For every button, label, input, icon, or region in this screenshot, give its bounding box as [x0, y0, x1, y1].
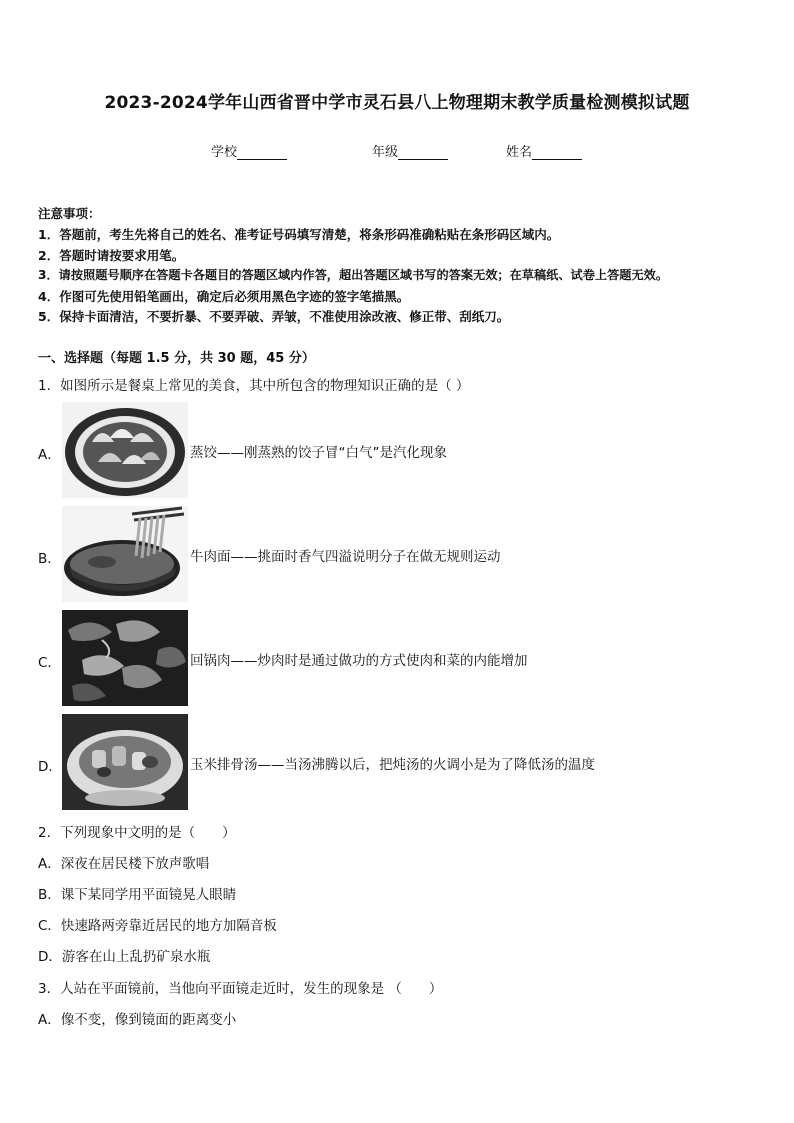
q1-option-d-label: D．	[38, 759, 62, 775]
school-field	[211, 141, 287, 160]
q1-option-c-label: C．	[38, 655, 61, 671]
name-label: 姓名	[506, 145, 533, 160]
note-item: 5．保持卡面清洁，不要折暴、不要弄破、弄皱，不准使用涂改液、修正带、刮纸刀。	[38, 309, 510, 324]
q1-option-c-text: 回锅肉——炒肉时是通过做功的方式使肉和菜的内能增加	[190, 653, 528, 669]
school-blank	[237, 146, 287, 160]
q1-option-a-text: 蒸饺——刚蒸熟的饺子冒“白气”是汽化现象	[190, 445, 447, 461]
name-blank	[532, 146, 582, 160]
q1-option-d-text: 玉米排骨汤——当汤沸腾以后，把炖汤的火调小是为了降低汤的温度	[190, 757, 595, 773]
note-item: 2．答题时请按要求用笔。	[38, 248, 185, 263]
q2-option-b: B．课下某同学用平面镜晃人眼睛	[38, 887, 237, 903]
note-item: 3．请按照题号顺序在答题卡各题目的答题区域内作答，超出答题区域书写的答案无效；在草稿纸、试卷上答题无效。	[38, 268, 669, 282]
question-1-stem: 1．如图所示是餐桌上常见的美食，其中所包含的物理知识正确的是（ ）	[38, 378, 470, 394]
grade-blank	[398, 146, 448, 160]
section-title: 一、选择题（每题 1.5 分，共 30 题，45 分）	[38, 351, 315, 366]
q3-option-a: A．像不变，像到镜面的距离变小	[38, 1012, 237, 1028]
steamed-dumplings-image	[62, 402, 188, 498]
q1-option-b-label: B．	[38, 551, 61, 567]
q2-option-c: C．快速路两旁靠近居民的地方加隔音板	[38, 918, 277, 934]
q1-option-a-label: A．	[38, 447, 61, 463]
question-2-stem: 2．下列现象中文明的是（ ）	[38, 825, 236, 841]
note-item: 4．作图可先使用铅笔画出，确定后必须用黑色字迹的签字笔描黑。	[38, 289, 410, 304]
note-item: 1．答题前，考生先将自己的姓名、准考证号码填写清楚，将条形码准确粘贴在条形码区域内。	[38, 227, 560, 242]
grade-field	[372, 141, 448, 160]
corn-rib-soup-image	[62, 714, 188, 810]
question-3-stem: 3．人站在平面镜前，当他向平面镜走近时，发生的现象是 （ ）	[38, 981, 443, 997]
page-title: 2023-2024学年山西省晋中学市灵石县八上物理期末教学质量检测模拟试题	[104, 93, 690, 113]
school-label: 学校	[211, 145, 238, 160]
twice-cooked-pork-image	[62, 610, 188, 706]
grade-label: 年级	[372, 145, 399, 160]
q2-option-a: A．深夜在居民楼下放声歌唱	[38, 856, 210, 872]
name-field	[506, 141, 582, 160]
q1-option-b-text: 牛肉面——挑面时香气四溢说明分子在做无规则运动	[190, 549, 501, 565]
q2-option-d: D．游客在山上乱扔矿泉水瓶	[38, 949, 211, 965]
beef-noodles-image	[62, 506, 188, 602]
notes-heading: 注意事项：	[38, 206, 101, 221]
